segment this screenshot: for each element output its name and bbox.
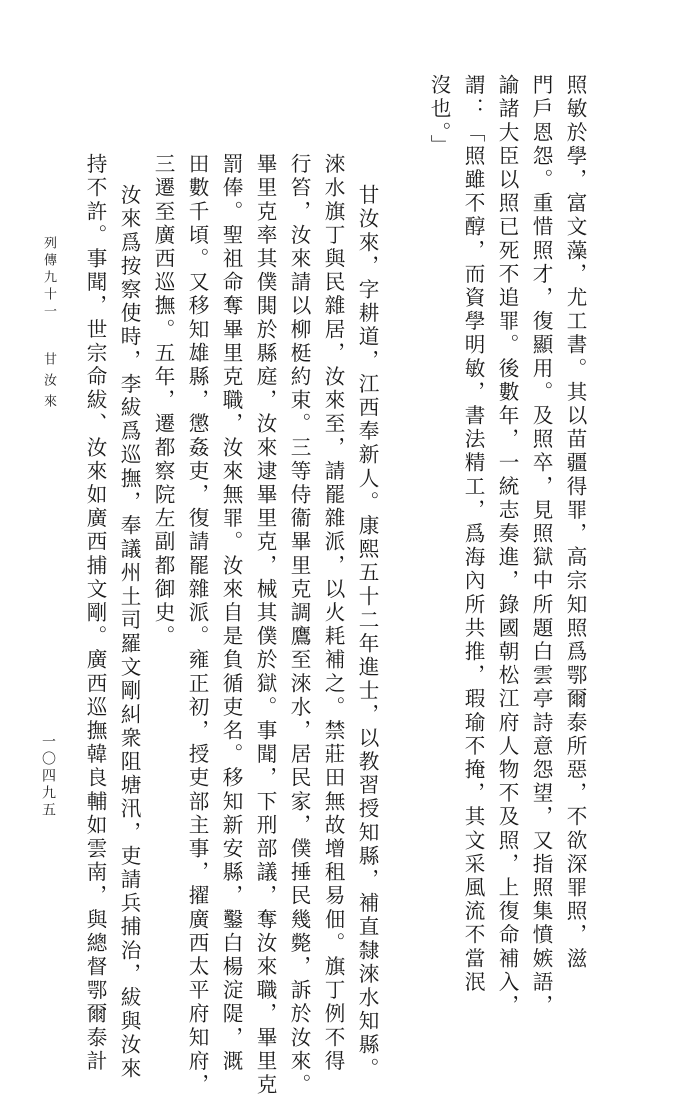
text-column-10: 罰俸。聖祖命奪畢里克職，汝來無罪。汝來自是負循吏名。移知新安縣，鑿白楊淀隄，溉 xyxy=(219,153,243,1074)
text-column-8: 行笞，汝來請以柳梃約束。三等侍衞畢里克調鷹至淶水，居民家，僕捶民幾斃，訴於汝來。 xyxy=(287,153,311,1097)
running-header-chapter: 列傳九十一 xyxy=(41,236,56,321)
text-column-11: 田數千頃。又移知雄縣，懲姦吏，復請罷雜派。雍正初，授吏部主事，擢廣西太平府知府， xyxy=(185,153,209,1097)
page-number: 一〇四九五 xyxy=(40,734,56,819)
text-column-1: 照敏於學，富文藻，尤工書。其以苗疆得罪，高宗知照爲鄂爾泰所惡，不欲深罪照，滋 xyxy=(563,74,587,971)
text-column-13: 汝來爲按察使時，李紱爲巡撫，奉議州土司羅文剛糾衆阻塘汛，吏請兵捕治，紱與汝來 xyxy=(117,184,141,1081)
text-column-6: 甘汝來，字耕道，江西奉新人。康熙五十二年進士，以教習授知縣，補直隸淶水知縣。 xyxy=(355,184,379,1081)
running-header-subject: 甘汝來 xyxy=(41,352,56,415)
text-column-2: 門戶恩怨。重惜照才，復顯用。及照卒，見照獄中所題白雲亭詩意怨望，又指照集憤嫉語， xyxy=(529,74,553,1018)
text-column-7: 淶水旗丁與民雜居，汝來至，請罷雜派，以火耗補之。禁莊田無故增租易佃。旗丁例不得 xyxy=(321,153,345,1074)
text-column-14: 持不許。事聞，世宗命紱、汝來如廣西捕文剛。廣西巡撫韓良輔如雲南，與總督鄂爾泰計 xyxy=(83,153,107,1074)
text-column-4: 謂：「照雖不醇，而資學明敏，書法精工，爲海內所共推，瑕瑜不掩，其文采風流不當泯 xyxy=(461,74,485,995)
text-column-12: 三遷至廣西巡撫。五年，遷都察院左副都御史。 xyxy=(151,153,175,649)
text-column-5: 沒也。」 xyxy=(427,74,451,159)
text-column-9: 畢里克率其僕閧於縣庭，汝來逮畢里克，械其僕於獄。事聞，下刑部議，奪汝來職，畢里克 xyxy=(253,153,277,1097)
text-column-3: 諭諸大臣以照已死不追罪。後數年，一統志奏進，錄國朝松江府人物不及照，上復命補入， xyxy=(495,74,519,1018)
